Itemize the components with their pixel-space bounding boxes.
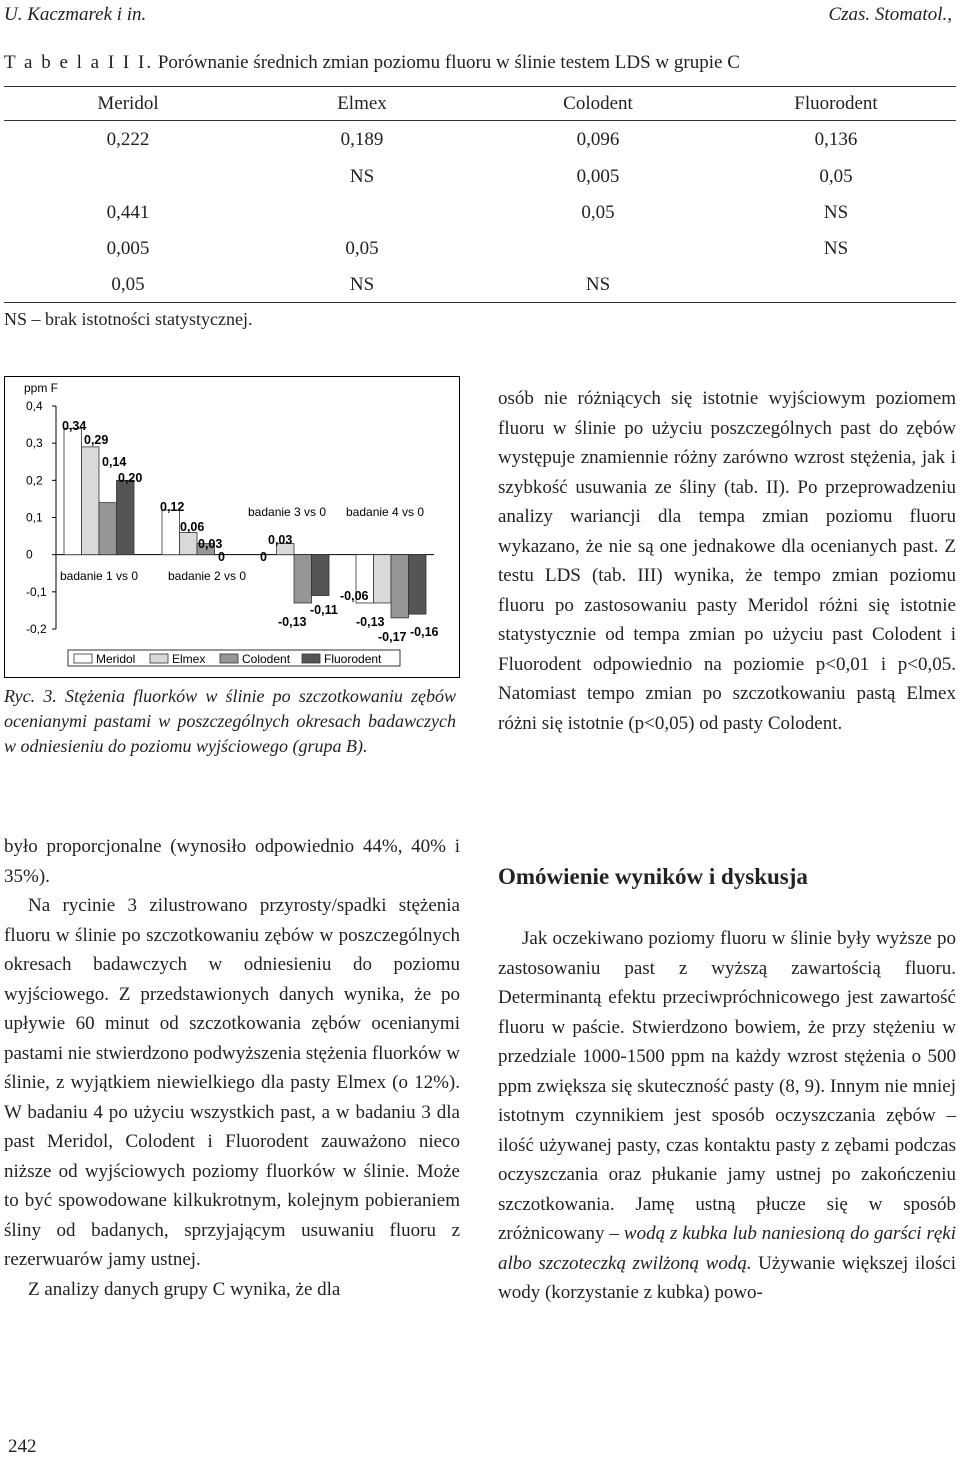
right-column: [498, 384, 956, 738]
paragraph-text: Jak oczekiwano poziomy fluoru w ślinie były wyższe po zastosowaniu past z wyższą zawartością fluoru. Determinantą efektu przeciwpróchnicowego jest zawartość fluoru w paście. Stwierdzono bowiem, że przy stężeniu w przedziale 1000-1500 ppm na każdy wzrost stężenia o 500 ppm zwiększa się skuteczność pasty (8, 9). Innym nie mniej istotnym czynnikiem jest sposób oczyszczania zębów – ilość używanej pasty, czas kontaktu pasty z zębami podczas oczyszczania oraz płukanie jamy ustnej po zakończeniu szczotkowania. Jamę ustną płucze się w sposób zróżnicowany –: [498, 928, 956, 1244]
legend-label: Meridol: [96, 652, 136, 666]
figure-caption: Ryc. 3. Stężenia fluorków w ślinie po szczotkowaniu zębów ocenianymi pastami w poszczególnych okresach badawczych w odniesieniu do poziomu wyjściowego (grupa B).: [4, 686, 456, 756]
y-tick-label: 0,4: [26, 399, 43, 413]
legend-swatch-fluorodent: [302, 654, 320, 663]
bar-fluorodent: [409, 555, 427, 614]
data-label: 0,14: [102, 455, 127, 469]
legend-label: Colodent: [242, 652, 291, 666]
bar-elmex: [180, 532, 198, 554]
bar-elmex: [374, 555, 392, 603]
table-cell: NS: [823, 238, 849, 259]
legend-label: Fluorodent: [324, 652, 382, 666]
table-column-header: Fluorodent: [794, 93, 878, 114]
table-cell: 0,096: [576, 129, 620, 150]
data-label: 0,03: [198, 537, 223, 551]
legend-swatch-colodent: [220, 654, 238, 663]
data-label: 0,03: [268, 533, 293, 547]
section-heading: Omówienie wyników i dyskusja: [498, 864, 808, 889]
table-cell: 0,441: [106, 202, 150, 223]
data-label: 0,06: [180, 520, 205, 534]
bar-colodent: [294, 555, 312, 603]
paragraph: było proporcjonalne (wynosiło odpowiednio 44%, 40% i 35%).: [4, 836, 460, 887]
data-label: 0: [218, 550, 225, 564]
group-label: badanie 1 vs 0: [60, 569, 139, 583]
bar-fluorodent: [312, 555, 330, 596]
group-label: badanie 4 vs 0: [346, 505, 425, 519]
table-cell: NS: [585, 274, 611, 295]
right-column-section: [498, 924, 956, 1308]
legend-swatch-meridol: [74, 654, 92, 663]
data-label: 0,12: [160, 500, 185, 514]
table-caption: Porównanie średnich zmian poziomu fluoru w ślinie testem LDS w grupie C: [157, 52, 740, 73]
table-footnote: NS – brak istotności statystycznej.: [4, 309, 253, 329]
bar-meridol: [162, 510, 180, 555]
table-top-rule: [4, 86, 956, 87]
data-label: -0,13: [356, 615, 385, 629]
y-tick-label: 0: [26, 547, 33, 562]
y-axis-title: ppm F: [24, 381, 59, 395]
table-cell: 0,136: [814, 129, 858, 150]
table-cell: 0,189: [340, 129, 384, 150]
table-cell: NS: [349, 274, 375, 295]
paragraph: [498, 924, 956, 1308]
data-label: -0,13: [278, 615, 307, 629]
table-cell: 0,222: [106, 129, 150, 150]
data-label: -0,17: [378, 630, 407, 644]
table-cell: 0,005: [106, 238, 150, 259]
y-tick-label: 0,1: [26, 510, 43, 525]
running-header-journal: Czas. Stomatol.,: [828, 4, 952, 25]
bar-elmex: [82, 447, 100, 555]
running-header-authors: U. Kaczmarek i in.: [4, 4, 147, 25]
table-cell: 0,05: [111, 274, 145, 295]
bar-meridol: [64, 428, 82, 554]
paragraph: Na rycinie 3 zilustrowano przyrosty/spadki stężenia fluoru w ślinie po szczotkowaniu zębów w poszczególnych okresach badawczych w odniesieniu do poziomu wyjściowego. Z przedstawionych danych wynika, że po upływie 60 minut od szczotkowania zębów ocenianymi pastami nie stwierdzono podwyższenia stężenia fluorków w ślinie, z wyjątkiem niewielkiego dla pasty Elmex (o 12%). W badaniu 4 po użyciu wszystkich past, a w badaniu 3 dla past Meridol, Colodent i Fluorodent zauważono nieco niższe od wyjściowych poziomy fluorków w ślinie. Może to być spowodowane kilkukrotnym, kolejnym pobieraniem śliny od badanych, sprzyjającym usuwaniu fluoru z rezerwuarów jamy ustnej.: [4, 895, 460, 1270]
table-cell: NS: [823, 202, 849, 223]
table-bottom-rule: [4, 302, 956, 303]
table-cell: 0,05: [345, 238, 379, 259]
table-cell: NS: [349, 166, 375, 187]
table-cell: 0,005: [576, 166, 620, 187]
bar-colodent: [391, 555, 409, 618]
table-column-header: Colodent: [563, 93, 633, 114]
group-label: badanie 2 vs 0: [168, 569, 247, 583]
data-label: -0,11: [310, 603, 338, 617]
table-cell: 0,05: [819, 166, 853, 187]
bar-fluorodent: [117, 480, 135, 554]
y-tick-label: 0,3: [26, 436, 43, 451]
data-label: 0,34: [62, 419, 87, 433]
data-label: -0,16: [410, 625, 439, 639]
fluoride-bar-chart: [4, 376, 460, 678]
paragraph: Z analizy danych grupy C wynika, że dla: [28, 1278, 341, 1300]
y-tick-label: -0,1: [26, 584, 47, 599]
bar-colodent: [99, 503, 117, 555]
legend-label: Elmex: [172, 652, 206, 666]
paragraph-text: Używanie większej ilości wody (korzystanie z kubka) powo-: [498, 1252, 957, 1303]
data-label: 0,20: [118, 471, 143, 485]
table-title: [4, 52, 740, 74]
left-column: [4, 832, 460, 1304]
table-column-header: Meridol: [97, 93, 159, 114]
table-header-rule: [4, 120, 956, 121]
data-label: -0,06: [340, 589, 369, 603]
group-label: badanie 3 vs 0: [248, 505, 327, 519]
table-column-header: Elmex: [337, 93, 387, 114]
page-number: 242: [8, 1436, 37, 1457]
y-tick-label: 0,2: [26, 473, 43, 488]
data-label: 0: [260, 550, 267, 564]
legend-swatch-elmex: [150, 654, 168, 663]
paragraph-italic-text: wodą z kubka lub naniesioną do garści ręki albo szczoteczką zwilżoną wodą.: [498, 1223, 956, 1274]
paragraph: osób nie różniących się istotnie wyjściowym poziomem fluoru w ślinie po użyciu poszczególnych past do zębów występuje znamiennie różny zarówno wzrost stężenia, jak i szybkość usuwania ze śliny (tab. II). Po przeprowadzeniu analizy wariancji dla tempa zmian poziomu fluoru wykazano, że nie są one jednakowe dla ocenianych past. Z testu LDS (tab. III) wynika, że tempo zmian poziomu fluoru po zastosowaniu pasty Meridol różni się istotnie statystycznie od tempa zmian po użyciu past Colodent i Fluorodent odpowiednio na poziomie p<0,01 i p<0,05. Natomiast tempo zmian po szczotkowaniu pastą Elmex różni się istotnie (p<0,05) od pasty Colodent.: [498, 388, 956, 734]
y-tick-label: -0,2: [26, 622, 47, 636]
table-label: T a b e l a I I I.: [4, 52, 154, 73]
table-cell: 0,05: [581, 202, 615, 223]
data-label: 0,29: [84, 433, 109, 447]
